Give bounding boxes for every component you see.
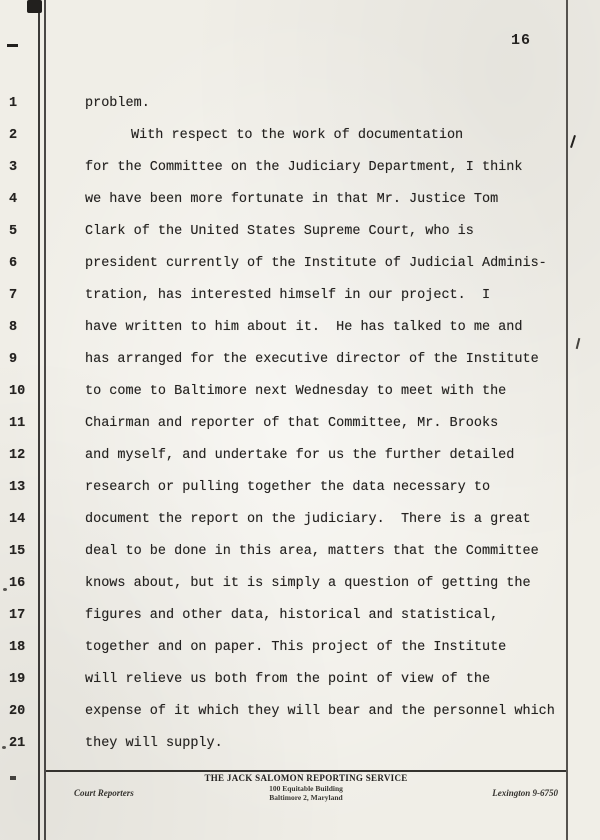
line-text: for the Committee on the Judiciary Department, I think — [85, 160, 523, 175]
scan-artifact — [570, 135, 576, 148]
transcript-line — [0, 512, 566, 544]
line-number: 16 — [9, 576, 26, 591]
line-text: deal to be done in this area, matters that the Committee — [85, 544, 539, 559]
right-margin-rule — [566, 0, 568, 840]
phone-number: Lexington 9-6750 — [492, 788, 558, 798]
transcript-line — [0, 736, 566, 768]
line-number: 18 — [9, 640, 26, 655]
line-text: With respect to the work of documentation — [131, 128, 464, 143]
line-text: to come to Baltimore next Wednesday to meet with the — [85, 384, 507, 399]
line-number: 1 — [9, 96, 18, 111]
transcript-line — [0, 128, 566, 160]
line-text: figures and other data, historical and statistical, — [85, 608, 499, 623]
line-text: expense of it which they will bear and the personnel which — [85, 704, 555, 719]
line-text: document the report on the judiciary. There is a great — [85, 512, 531, 527]
line-text: will relieve us both from the point of view of the — [85, 672, 491, 687]
line-number: 14 — [9, 512, 26, 527]
line-number: 13 — [9, 480, 26, 495]
line-number: 19 — [9, 672, 26, 687]
transcript-line — [0, 288, 566, 320]
transcript-line — [0, 608, 566, 640]
transcript-line — [0, 352, 566, 384]
scan-artifact — [10, 776, 16, 780]
line-number: 5 — [9, 224, 18, 239]
line-text: knows about, but it is simply a question of getting the — [85, 576, 531, 591]
transcript-line — [0, 256, 566, 288]
transcript-line — [0, 160, 566, 192]
line-text: together and on paper. This project of the Institute — [85, 640, 507, 655]
line-number: 17 — [9, 608, 26, 623]
transcript-line — [0, 320, 566, 352]
line-number: 8 — [9, 320, 18, 335]
line-number: 7 — [9, 288, 18, 303]
line-number: 6 — [9, 256, 18, 271]
line-number: 4 — [9, 192, 18, 207]
line-text: has arranged for the executive director of the Institute — [85, 352, 539, 367]
court-reporters-label: Court Reporters — [74, 788, 134, 798]
line-number: 11 — [9, 416, 26, 431]
line-number: 21 — [9, 736, 26, 751]
line-text: have written to him about it. He has talked to me and — [85, 320, 523, 335]
line-number: 3 — [9, 160, 18, 175]
line-text: research or pulling together the data necessary to — [85, 480, 491, 495]
transcript-line — [0, 544, 566, 576]
line-text: they will supply. — [85, 736, 223, 751]
transcript-line — [0, 576, 566, 608]
line-number: 9 — [9, 352, 18, 367]
line-text: problem. — [85, 96, 150, 111]
transcript-line — [0, 480, 566, 512]
reporting-service-address-line1: 100 Equitable Building — [269, 783, 343, 793]
line-text: Chairman and reporter of that Committee, Mr. Brooks — [85, 416, 499, 431]
transcript-line — [0, 704, 566, 736]
line-text: Clark of the United States Supreme Court, who is — [85, 224, 474, 239]
transcript-body — [0, 96, 566, 768]
line-number: 20 — [9, 704, 26, 719]
line-text: and myself, and undertake for us the further detailed — [85, 448, 515, 463]
transcript-line — [0, 416, 566, 448]
line-text: president currently of the Institute of Judicial Adminis- — [85, 256, 547, 271]
scan-artifact — [576, 338, 581, 349]
transcript-line — [0, 384, 566, 416]
reporting-service-address-line2: Baltimore 2, Maryland — [269, 793, 343, 802]
transcript-line — [0, 448, 566, 480]
line-number: 15 — [9, 544, 26, 559]
reporting-service-name: THE JACK SALOMON REPORTING SERVICE — [204, 773, 408, 783]
transcript-line — [0, 96, 566, 128]
transcript-line — [0, 192, 566, 224]
page-number: 16 — [511, 32, 532, 49]
footer — [46, 774, 566, 834]
line-number: 12 — [9, 448, 26, 463]
scan-artifact — [7, 44, 18, 47]
line-number: 2 — [9, 128, 18, 143]
transcript-line — [0, 672, 566, 704]
transcript-line — [0, 224, 566, 256]
line-text: we have been more fortunate in that Mr. Justice Tom — [85, 192, 499, 207]
line-text: tration, has interested himself in our project. I — [85, 288, 491, 303]
scan-artifact — [27, 0, 42, 13]
footer-rule — [46, 770, 566, 772]
transcript-line — [0, 640, 566, 672]
line-number: 10 — [9, 384, 26, 399]
